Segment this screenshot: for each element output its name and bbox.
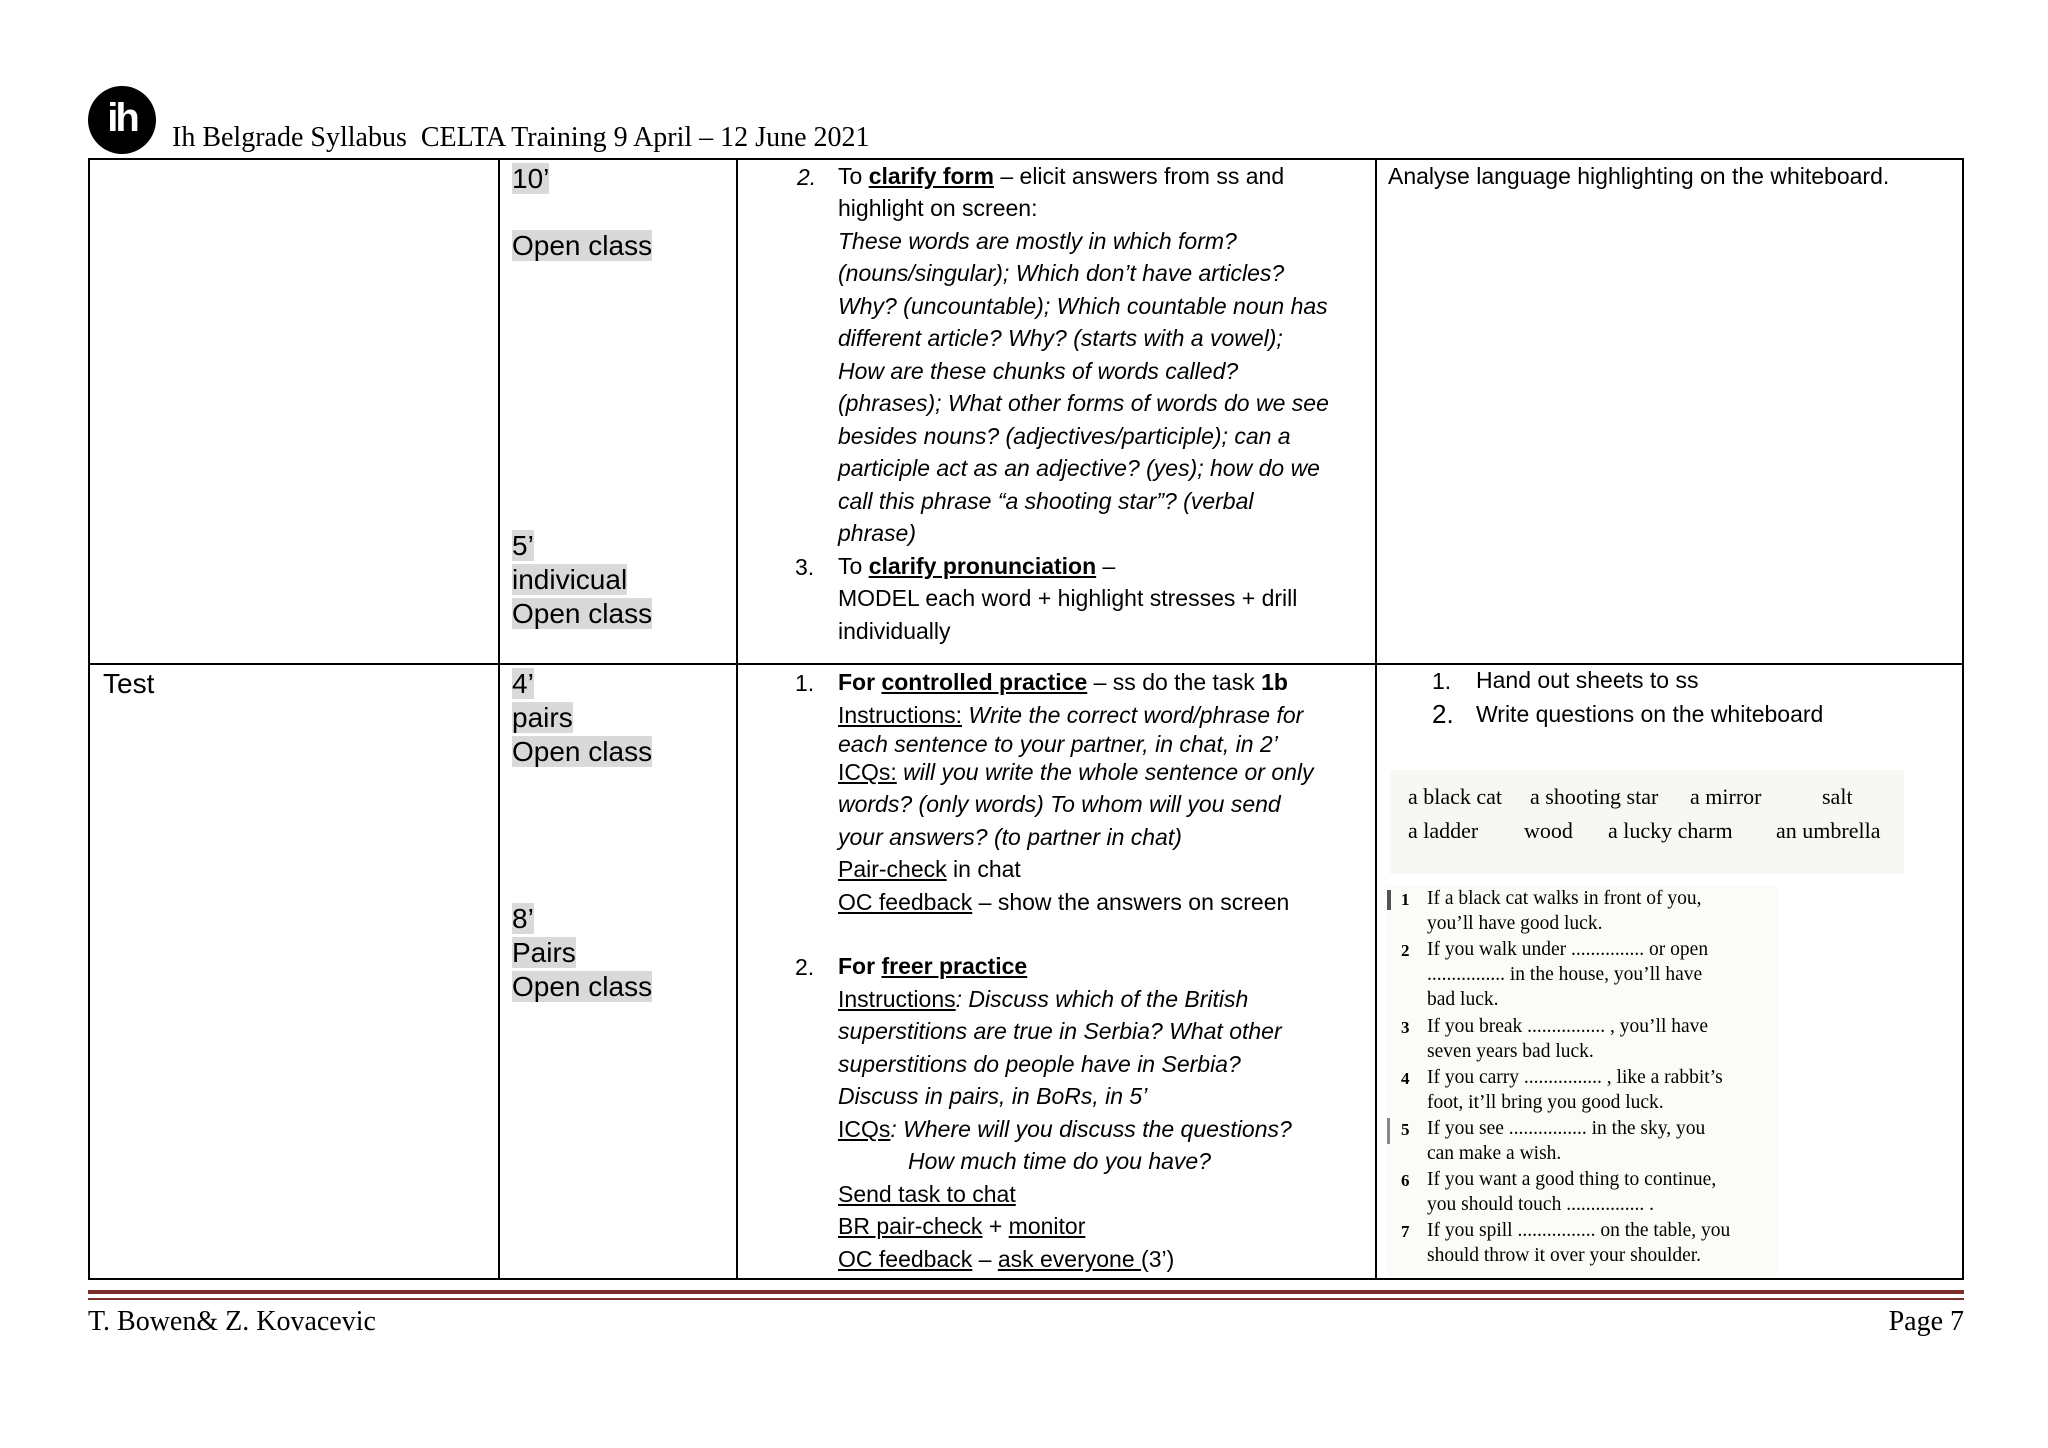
procedure-line: OC feedback – show the answers on screen	[838, 889, 1290, 915]
list-number: 1.	[795, 670, 815, 696]
sentence-line: If you want a good thing to continue,	[1427, 1169, 1717, 1190]
procedure-line: MODEL each word + highlight stresses + drill	[838, 585, 1298, 611]
list-number: 2.	[795, 954, 815, 980]
interaction-label: pairs	[512, 702, 573, 733]
time-cell	[512, 529, 534, 563]
sentence-number: 7	[1401, 1222, 1410, 1241]
word-item: a ladder	[1408, 818, 1479, 843]
time-label: 4’	[512, 668, 534, 699]
procedure-line: Instructions: Discuss which of the British	[838, 986, 1249, 1012]
lesson-plan-table	[88, 158, 1964, 1280]
sentence-line: should throw it over your shoulder.	[1427, 1245, 1702, 1266]
time-cell	[512, 229, 652, 263]
procedure-line: For controlled practice – ss do the task 1b	[838, 669, 1288, 695]
sheet-mark	[1387, 1118, 1390, 1144]
word-item: a black cat	[1408, 784, 1503, 809]
time-cell	[512, 970, 652, 1004]
sentence-number: 5	[1401, 1120, 1410, 1139]
word-item: wood	[1524, 818, 1573, 843]
interaction-label: Open class	[512, 230, 653, 261]
procedure-line: Instructions: Write the correct word/phrase for	[838, 702, 1304, 728]
ccq-line: participle act as an adjective? (yes); how do we	[838, 455, 1320, 481]
sentence-line: you should touch ................ .	[1427, 1194, 1654, 1215]
notes-text: Write questions on the whiteboard	[1476, 701, 1824, 727]
exercise-sheet-image	[1387, 886, 1777, 1276]
ccq-line: different article? Why? (starts with a vowel);	[838, 325, 1283, 351]
word-item: a mirror	[1690, 784, 1762, 809]
interaction-label: Open class	[512, 736, 653, 767]
sentence-number: 6	[1401, 1171, 1410, 1190]
procedure-line: highlight on screen:	[838, 195, 1038, 221]
procedure-line: For freer practice	[838, 953, 1028, 979]
time-cell	[512, 902, 534, 936]
word-box-image	[1390, 770, 1904, 874]
procedure-line: each sentence to your partner, in chat, in 2’	[838, 731, 1278, 757]
footer-rule	[88, 1290, 1964, 1294]
word-item: a lucky charm	[1608, 818, 1733, 843]
page-header-title: Ih Belgrade Syllabus CELTA Training 9 April – 12 June 2021	[172, 122, 870, 153]
time-label: 8’	[512, 903, 534, 934]
keyword: controlled practice	[881, 669, 1088, 695]
time-cell	[512, 597, 652, 631]
sentence-line: you’ll have good luck.	[1427, 913, 1603, 934]
sentence-line: If you break ................ , you’ll have	[1427, 1016, 1709, 1037]
time-cell	[512, 701, 573, 735]
time-cell	[512, 936, 576, 970]
ccq-line: Why? (uncountable); Which countable noun has	[838, 293, 1328, 319]
sentence-line: seven years bad luck.	[1427, 1041, 1594, 1062]
sentence-number: 4	[1401, 1069, 1410, 1088]
time-cell	[512, 563, 627, 597]
sentence-line: If you see ................ in the sky, you	[1427, 1118, 1706, 1139]
ccq-line: besides nouns? (adjectives/participle); can a	[838, 423, 1291, 449]
interaction-label: indivicual	[512, 564, 628, 595]
ih-logo: ih	[88, 86, 156, 154]
keyword: clarify pronunciation	[868, 553, 1097, 579]
interaction-label: Pairs	[512, 937, 576, 968]
time-cell	[512, 735, 652, 769]
keyword: freer practice	[881, 953, 1028, 979]
procedure-line: superstitions are true in Serbia? What other	[838, 1018, 1282, 1044]
word-item: a shooting star	[1530, 784, 1659, 809]
list-number: 2.	[797, 164, 817, 190]
notes-text: Hand out sheets to ss	[1476, 667, 1699, 693]
ccq-line: phrase)	[838, 520, 916, 546]
column-divider	[498, 160, 500, 1278]
procedure-line: OC feedback – ask everyone (3’)	[838, 1246, 1175, 1272]
ccq-line: (nouns/singular); Which don’t have articles?	[838, 260, 1285, 286]
procedure-line: To clarify pronunciation –	[838, 553, 1116, 579]
sentence-line: can make a wish.	[1427, 1143, 1562, 1164]
interaction-label: Open class	[512, 598, 653, 629]
ccq-line: (phrases); What other forms of words do we see	[838, 390, 1329, 416]
interaction-label: Open class	[512, 971, 653, 1002]
sentence-line: bad luck.	[1427, 989, 1499, 1010]
sentence-line: If you spill ................ on the table, you	[1427, 1220, 1731, 1241]
list-number: 1.	[1432, 668, 1452, 694]
sentence-line: ................ in the house, you’ll have	[1427, 964, 1703, 985]
sentence-line: If you carry ................ , like a rabbit’s	[1427, 1067, 1723, 1088]
procedure-line: Discuss in pairs, in BoRs, in 5’	[838, 1083, 1148, 1109]
ccq-line: call this phrase “a shooting star”? (verbal	[838, 488, 1254, 514]
ccq-line: These words are mostly in which form?	[838, 228, 1237, 254]
procedure-line: words? (only words) To whom will you send	[838, 791, 1281, 817]
sentence-number: 2	[1401, 941, 1410, 960]
time-label: 10’	[512, 163, 550, 194]
procedure-line: individually	[838, 618, 951, 644]
stage-label: Test	[103, 668, 155, 699]
procedure-line: Pair-check in chat	[838, 856, 1021, 882]
procedure-line: ICQs: Where will you discuss the questions?	[838, 1116, 1292, 1142]
column-divider	[736, 160, 738, 1278]
list-number: 3.	[795, 554, 815, 580]
procedure-line: To clarify form – elicit answers from ss and	[838, 163, 1285, 189]
time-cell	[512, 162, 549, 196]
sentence-line: If a black cat walks in front of you,	[1427, 888, 1702, 909]
keyword: clarify form	[868, 163, 994, 189]
procedure-line: How much time do you have?	[908, 1148, 1211, 1174]
footer-authors: T. Bowen& Z. Kovacevic	[88, 1306, 376, 1337]
procedure-line: Send task to chat	[838, 1181, 1016, 1207]
procedure-line: BR pair-check + monitor	[838, 1213, 1086, 1239]
procedure-line: superstitions do people have in Serbia?	[838, 1051, 1241, 1077]
procedure-line: ICQs: will you write the whole sentence or only	[838, 759, 1314, 785]
sentence-line: If you walk under ............... or open	[1427, 939, 1709, 960]
sentence-number: 1	[1401, 890, 1410, 909]
sentence-line: foot, it’ll bring you good luck.	[1427, 1092, 1664, 1113]
word-item: an umbrella	[1776, 818, 1881, 843]
time-cell	[512, 667, 534, 701]
sentence-number: 3	[1401, 1018, 1410, 1037]
footer-rule	[88, 1298, 1964, 1300]
word-item: salt	[1822, 784, 1853, 809]
ccq-line: How are these chunks of words called?	[838, 358, 1239, 384]
list-number: 2.	[1432, 699, 1454, 729]
page-number: Page 7	[1888, 1306, 1964, 1337]
procedure-line: your answers? (to partner in chat)	[838, 824, 1182, 850]
notes-text: Analyse language highlighting on the whiteboard.	[1388, 163, 1890, 189]
sheet-mark	[1387, 890, 1391, 910]
column-divider	[1375, 160, 1377, 1278]
time-label: 5’	[512, 530, 534, 561]
